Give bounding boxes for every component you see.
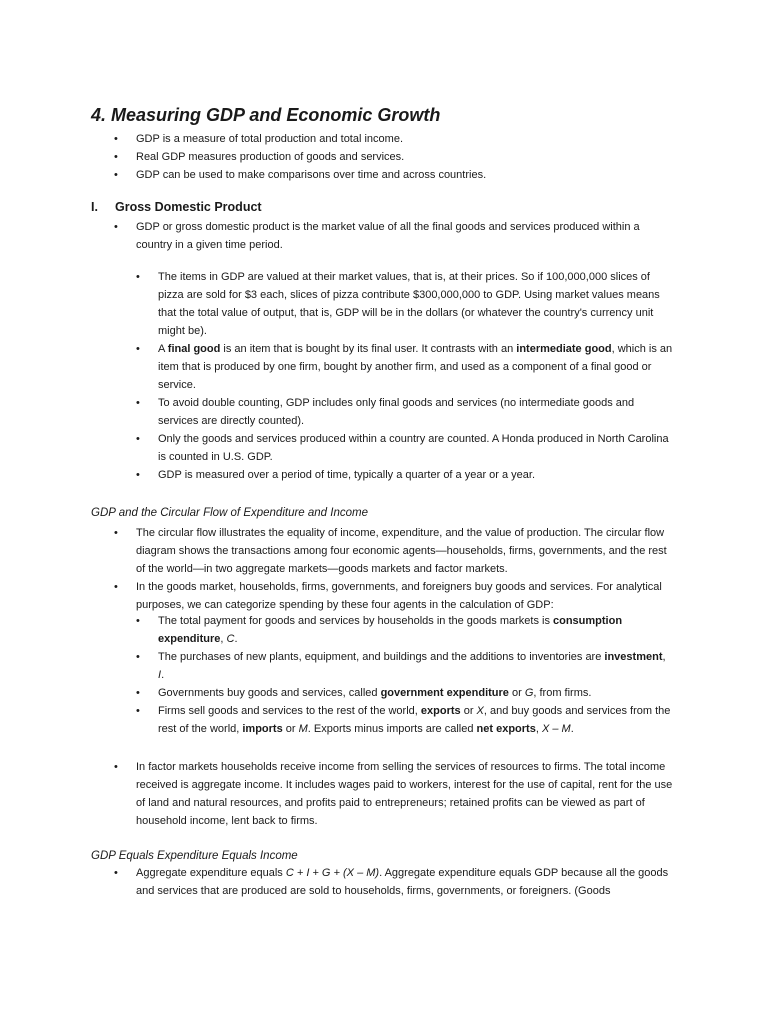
text-fragment: A [158, 343, 168, 355]
section-number: I. [91, 200, 98, 214]
text-fragment: , [535, 723, 542, 735]
text-fragment: , [220, 633, 227, 645]
list-item: • The circular flow illustrates the equality of income, expenditure, and the value of production. The circular flow diagram shows the transactions among four economic agents—households, firms, governments, and the rest of the world—in two aggregate markets—goods markets and factor markets. [136, 524, 676, 578]
text-fragment: . Exports minus imports are called [307, 723, 477, 735]
term-investment: investment [604, 651, 663, 663]
text-fragment: The total payment for goods and services by households in the goods markets is [158, 615, 553, 627]
list-item: • GDP is measured over a period of time, typically a quarter of a year or a year. [158, 466, 673, 484]
text-fragment: . [234, 633, 238, 645]
page-title: 4. Measuring GDP and Economic Growth [91, 105, 441, 125]
list-item: • The items in GDP are valued at their market values, that is, at their prices. So if 100,000,000 slices of pizza are sold for $3 each, slices of pizza contribute $300,000,000 to GDP. Using market values means that the total value of output, that is, GDP will be in the dollars (or whatever the country's currency unit might be). [158, 268, 673, 340]
list-item: • In the goods market, households, firms, governments, and foreigners buy goods and services. For analytical purposes, we can categorize spending by these four agents in the calculation of GDP: [136, 578, 676, 614]
subsection-heading: GDP and the Circular Flow of Expenditure and Income [91, 507, 368, 519]
symbol-m: M [298, 723, 308, 735]
list-item: • GDP can be used to make comparisons over time and across countries. [136, 166, 676, 184]
text-fragment: . Aggregate expenditure equals GDP because all the goods and services that are produced are sold to households, firms, governments, or foreigners. (Goods [136, 867, 669, 897]
text-fragment: or [508, 687, 525, 699]
term-final-good: final good [167, 343, 221, 355]
list-item: • Only the goods and services produced within a country are counted. A Honda produced in North Carolina is counted in U.S. GDP. [158, 430, 673, 466]
list-item [158, 340, 673, 394]
aggregate-expenditure-list [136, 864, 676, 900]
list-item [136, 864, 676, 900]
text-fragment: . [161, 669, 165, 681]
symbol-x-minus-m: X – M [541, 723, 571, 735]
text-fragment: . [570, 723, 574, 735]
text-fragment: , [662, 651, 666, 663]
term-net-exports: net exports [476, 723, 536, 735]
term-imports: imports [242, 723, 283, 735]
term-exports: exports [420, 705, 461, 717]
list-item: • GDP is a measure of total production and total income. [136, 130, 676, 148]
section-title: Gross Domestic Product [115, 200, 262, 214]
list-item: • To avoid double counting, GDP includes only final goods and services (no intermediate goods and services are directly counted). [158, 394, 673, 430]
term-consumption: consumption expenditure [158, 615, 623, 645]
symbol-g: G [524, 687, 534, 699]
text-fragment: or [282, 723, 299, 735]
list-item [158, 648, 673, 684]
text-fragment: Governments buy goods and services, called [158, 687, 381, 699]
gdp-details-list [158, 268, 673, 484]
list-item [158, 702, 673, 738]
text-fragment: or [460, 705, 477, 717]
text-fragment: , from firms. [533, 687, 592, 699]
list-item [158, 612, 673, 648]
gdp-definition-list [136, 218, 676, 254]
symbol-x: X [476, 705, 484, 717]
text-fragment: The purchases of new plants, equipment, and buildings and the additions to inventories are [158, 651, 605, 663]
term-intermediate-good: intermediate good [516, 343, 612, 355]
expenditure-components-list [158, 612, 673, 738]
expenditure-formula: C + I + G + (X – M) [285, 867, 380, 879]
list-item: • Real GDP measures production of goods and services. [136, 148, 676, 166]
symbol-c: C [226, 633, 235, 645]
text-fragment: Aggregate expenditure equals [136, 867, 286, 879]
subsection-heading: GDP Equals Expenditure Equals Income [91, 850, 298, 862]
list-item [158, 684, 673, 702]
circular-flow-list [136, 524, 676, 614]
text-fragment: , and buy goods and services from the rest of the world, [158, 705, 671, 735]
term-government-expenditure: government expenditure [380, 687, 509, 699]
text-fragment: , which is an item that is produced by one firm, bought by another firm, and used as a component of a final good or service. [158, 343, 673, 391]
text-fragment: Firms sell goods and services to the rest of the world, [158, 705, 421, 717]
intro-bullet-list [136, 130, 676, 184]
section-heading [91, 197, 262, 217]
factor-markets-list [136, 758, 676, 830]
list-item: • In factor markets households receive income from selling the services of resources to firms. The total income received is aggregate income. It includes wages paid to workers, interest for the use of capital, rent for the use of land and natural resources, and profits paid to entrepreneurs; retained profits can be viewed as part of household income, lent back to firms. [136, 758, 676, 830]
text-fragment: is an item that is bought by its final user. It contrasts with an [220, 343, 517, 355]
symbol-i: I [158, 669, 162, 681]
gdp-definition: • GDP or gross domestic product is the market value of all the final goods and services produced within a country in a given time period. [136, 218, 676, 254]
